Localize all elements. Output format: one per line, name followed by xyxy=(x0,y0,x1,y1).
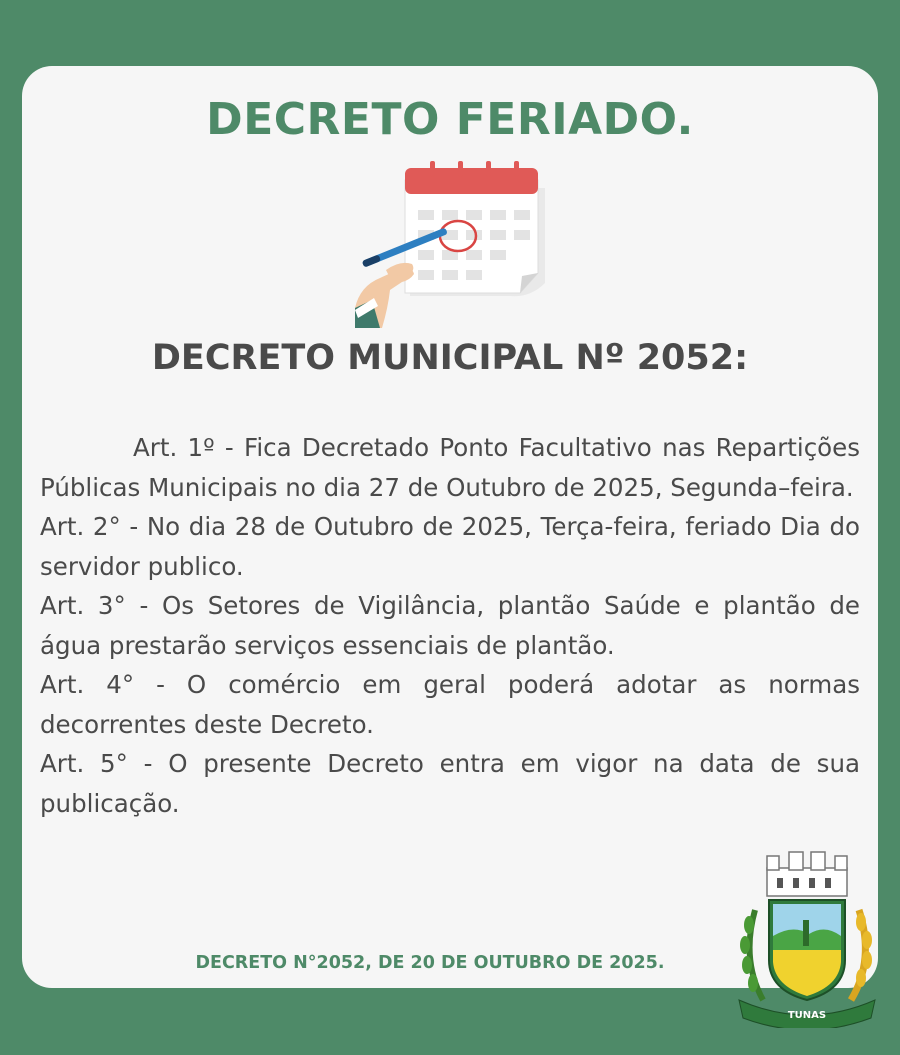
decree-number-heading: DECRETO MUNICIPAL Nº 2052: xyxy=(151,338,749,378)
article-1: Art. 1º - Fica Decretado Ponto Facultativo nas Repartições Públicas Municipais no dia 27 de Outubro de 2025, Segunda–feira. xyxy=(40,433,860,502)
crest-name-label: TUNAS xyxy=(787,1010,827,1021)
article-2: Art. 2° - No dia 28 de Outubro de 2025, Terça-feira, feriado Dia do servidor publico. xyxy=(40,512,860,581)
decree-footer: DECRETO N°2052, DE 20 DE OUTUBRO DE 2025. xyxy=(195,953,665,973)
coat-of-arms-icon xyxy=(733,850,881,1028)
article-3: Art. 3° - Os Setores de Vigilância, plantão Saúde e plantão de água prestarão serviços essenciais de plantão. xyxy=(40,591,860,660)
article-5: Art. 5° - O presente Decreto entra em vigor na data de sua publicação. xyxy=(40,749,860,818)
calendar-icon xyxy=(350,158,550,333)
decree-body xyxy=(40,428,860,823)
article-4: Art. 4° - O comércio em geral poderá adotar as normas decorrentes deste Decreto. xyxy=(40,670,860,739)
page-title: DECRETO FERIADO. xyxy=(206,94,694,145)
